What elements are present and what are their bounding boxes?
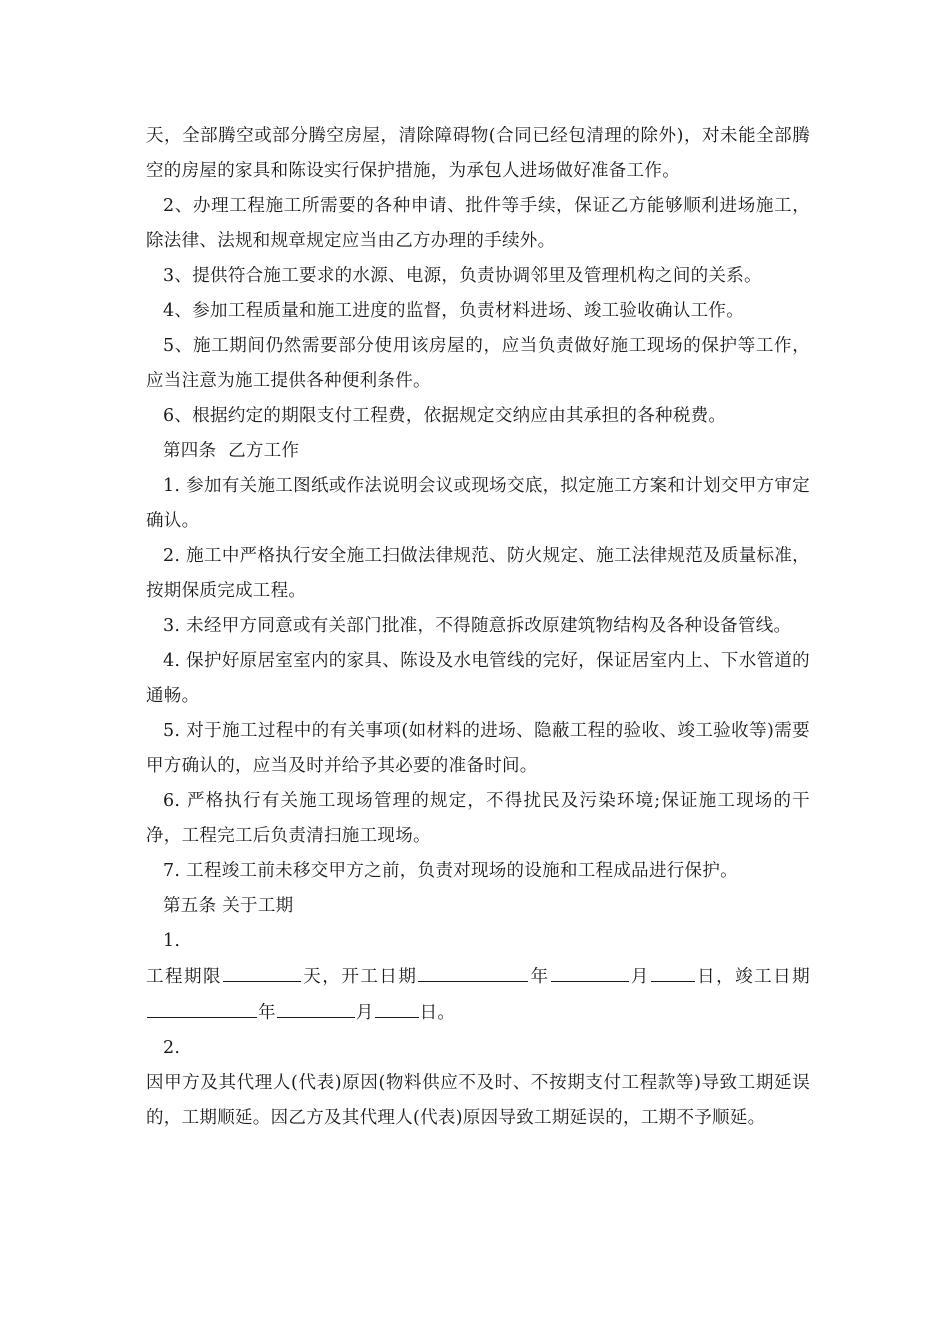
blank-end-year: [147, 995, 257, 1018]
blank-end-day: [375, 995, 419, 1018]
clause-item-6: 6、根据约定的期限支付工程费，依据规定交纳应由其承担的各种税费。: [163, 406, 727, 426]
article-5-item-1-text: [146, 959, 810, 1031]
blank-end-month: [277, 995, 355, 1018]
blank-start-month: [551, 959, 629, 982]
article-5-heading: 第五条 关于工期: [163, 896, 294, 916]
clause-item-2: 2、办理工程施工所需要的各种申请、批件等手续，保证乙方能够顺利进场施工，除法律、法规和规章规定应当由乙方办理的手续外。: [146, 196, 810, 251]
article-4-item-5: 5. 对于施工过程中的有关事项(如材料的进场、隐蔽工程的验收、竣工验收等)需要甲方确认的，应当及时并给予其必要的准备时间。: [146, 721, 810, 776]
article-4-item-4: 4. 保护好原居室室内的家具、陈设及水电管线的完好，保证居室内上、下水管道的通畅。: [146, 651, 810, 706]
day-label-2: 日。: [419, 1003, 456, 1023]
year-label-2: 年: [258, 1003, 276, 1023]
year-label: 年: [529, 967, 550, 987]
blank-start-day: [651, 959, 695, 982]
article-4-item-2: 2. 施工中严格执行安全施工扫做法律规范、防火规定、施工法律规范及质量标准，按期保质完成工程。: [146, 546, 810, 601]
blank-start-year: [418, 959, 528, 982]
article-4-item-7: 7. 工程竣工前未移交甲方之前，负责对现场的设施和工程成品进行保护。: [163, 861, 738, 881]
month-label: 月: [629, 967, 650, 987]
paragraph-continuation: 天，全部腾空或部分腾空房屋，清除障碍物(合同已经包清理的除外)，对未能全部腾空的房屋的家具和陈设实行保护措施，为承包人进场做好准备工作。: [146, 126, 810, 181]
article-5-item-2-number: 2.: [163, 1038, 181, 1058]
clause-item-5: 5、施工期间仍然需要部分使用该房屋的，应当负责做好施工现场的保护等工作，应当注意为施工提供各种便利条件。: [146, 336, 810, 391]
month-label-2: 月: [355, 1003, 374, 1023]
clause-item-4: 4、参加工程质量和施工进度的监督，负责材料进场、竣工验收确认工作。: [163, 301, 745, 321]
start-date-label: 天，开工日期: [302, 967, 418, 987]
article-4-item-6: 6. 严格执行有关施工现场管理的规定，不得扰民及污染环境;保证施工现场的干净，工程完工后负责清扫施工现场。: [146, 791, 810, 846]
clause-item-3: 3、提供符合施工要求的水源、电源，负责协调邻里及管理机构之间的关系。: [163, 266, 762, 286]
blank-days: [223, 959, 301, 982]
article-4-item-3: 3. 未经甲方同意或有关部门批准，不得随意拆改原建筑物结构及各种设备管线。: [163, 616, 792, 636]
article-4-heading: 第四条 乙方工作: [163, 441, 300, 461]
document-body: [146, 119, 810, 1136]
article-5-item-1-number: 1.: [163, 931, 181, 951]
end-date-label: 日，竣工日期: [695, 967, 810, 987]
term-label: 工程期限: [146, 967, 223, 987]
article-5-item-2-text: 因甲方及其代理人(代表)原因(物料供应不及时、不按期支付工程款等)导致工期延误的，工期顺延。因乙方及其代理人(代表)原因导致工期延误的，工期不予顺延。: [146, 1073, 810, 1128]
article-4-item-1: 1. 参加有关施工图纸或作法说明会议或现场交底，拟定施工方案和计划交甲方审定确认。: [146, 476, 810, 531]
